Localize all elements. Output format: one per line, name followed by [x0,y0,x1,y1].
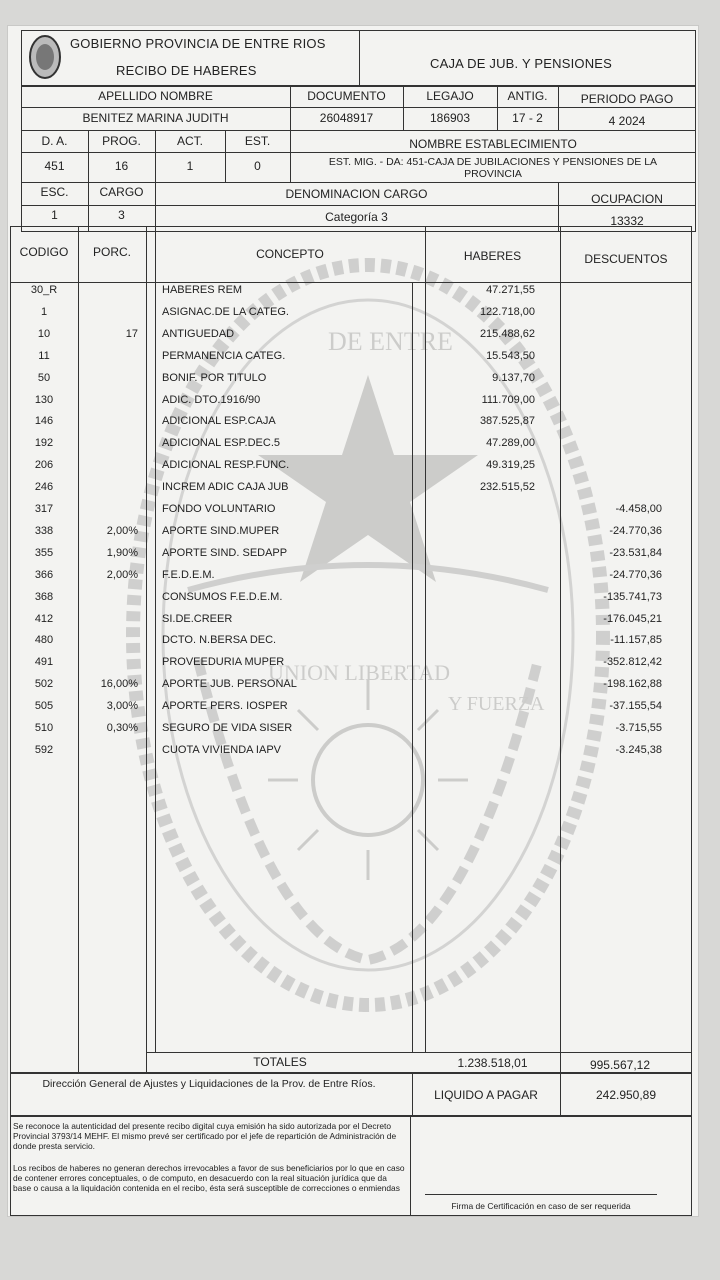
row-codigo: 146 [34,415,54,428]
row-haberes: 111.709,00 [481,393,535,406]
row-concepto: ADICIONAL RESP.FUNC. [162,459,290,472]
row-descuentos: -3.245,38 [615,743,662,756]
label-totales: TOTALES [253,1055,307,1069]
row-codigo: 491 [34,656,54,669]
row-descuentos: -135.741,73 [603,590,662,603]
row-codigo: 355 [34,546,54,559]
authenticity-notice: Se reconoce la autenticidad del presente recibo digital cuya emisión ha sido autorizada por el Decreto Provincial 3793/14 MEHF. El mismo prevé ser certificado por el jefe de repartición de Administración de donde presta servicio. [13,1121,397,1151]
row-descuentos: -24.770,36 [609,568,662,581]
receipt-title: RECIBO DE HABERES [116,63,257,78]
label-antig: ANTIG. [507,89,548,103]
label-denominacion-cargo: DENOMINACION CARGO [285,187,428,201]
employee-name: BENITEZ MARINA JUDITH [82,111,229,125]
row-concepto: SEGURO DE VIDA SISER [162,722,293,734]
row-descuentos: -198.162,88 [603,678,662,691]
row-codigo: 1 [40,305,48,318]
row-porc: 16,00% [100,678,138,691]
label-esc: ESC. [40,185,69,199]
row-codigo: 10 [37,327,51,340]
row-porc: 2,00% [106,524,138,537]
row-codigo: 50 [37,371,51,384]
label-cargo: CARGO [99,185,144,199]
row-codigo: 510 [34,722,54,734]
row-codigo: 30_R [30,284,58,296]
svg-text:Y FUERZA: Y FUERZA [448,693,545,715]
row-codigo: 130 [34,393,54,406]
row-codigo: 11 [38,349,50,362]
label-haberes: HABERES [463,249,522,263]
row-concepto: CONSUMOS F.E.D.E.M. [162,590,283,603]
row-haberes: 387.525,87 [479,415,535,428]
row-descuentos: -3.715,55 [615,722,662,734]
row-concepto: ADICIONAL ESP.DEC.5 [162,437,280,450]
label-apellido-nombre: APELLIDO NOMBRE [98,89,213,103]
row-haberes: 47.271,55 [486,284,535,296]
employee-establecimiento-line1: EST. MIG. - DA: 451-CAJA DE JUBILACIONES Y PENSIONES DE LA [328,156,658,168]
label-documento: DOCUMENTO [307,89,386,103]
row-descuentos: -11.157,85 [610,634,662,647]
label-prog: PROG. [102,134,141,148]
row-concepto: APORTE SIND. SEDAPP [162,546,288,559]
employee-da: 451 [44,159,65,173]
row-concepto: FONDO VOLUNTARIO [162,503,276,515]
coat-of-arms-icon [28,34,62,80]
label-concepto: CONCEPTO [256,247,324,261]
row-codigo: 246 [34,481,54,494]
row-porc: 2,00% [106,568,138,581]
row-concepto: PROVEEDURIA MUPER [162,656,285,669]
row-concepto: APORTE SIND.MUPER [162,524,280,537]
label-liquido-a-pagar: LIQUIDO A PAGAR [434,1088,538,1102]
label-periodo-pago: PERIODO PAGO [580,92,674,106]
row-porc: 0,30% [106,722,138,734]
employee-denominacion: Categoría 3 [325,210,388,224]
label-legajo: LEGAJO [426,89,474,103]
row-codigo: 192 [34,437,54,450]
row-descuentos: -24.770,36 [609,524,662,537]
direccion-text: Dirección General de Ajustes y Liquidaciones de la Prov. de Entre Ríos. [42,1078,376,1090]
row-concepto: INCREM ADIC CAJA JUB [162,481,289,494]
label-ocupacion: OCUPACION [591,192,663,206]
row-codigo: 366 [34,568,54,581]
row-concepto: PERMANENCIA CATEG. [162,349,286,362]
row-descuentos: -352.812,42 [603,656,662,669]
signature-line [425,1194,657,1195]
row-codigo: 502 [34,678,54,691]
liquido-a-pagar-value: 242.950,89 [595,1088,657,1102]
row-descuentos: -23.531,84 [609,546,662,559]
label-nombre-establecimiento: NOMBRE ESTABLECIMIENTO [409,137,577,151]
row-haberes: 47.289,00 [486,437,535,450]
entity-title: CAJA DE JUB. Y PENSIONES [430,56,613,71]
employee-antig: 17 - 2 [512,111,543,125]
row-concepto: APORTE JUB. PERSONAL [162,678,297,691]
row-haberes: 232.515,52 [479,481,535,494]
employee-ocupacion: 13332 [610,214,644,228]
row-concepto: APORTE PERS. IOSPER [162,700,288,713]
government-title: GOBIERNO PROVINCIA DE ENTRE RIOS [70,36,326,51]
employee-legajo: 186903 [429,111,471,125]
row-codigo: 206 [34,459,54,472]
employee-act: 1 [186,159,194,173]
label-porc: PORC. [92,245,131,259]
row-concepto: HABERES REM [162,284,243,296]
svg-text:UNION LIBERTAD: UNION LIBERTAD [268,660,451,685]
row-descuentos: -176.045,21 [603,612,662,625]
row-concepto: ANTIGUEDAD [162,327,235,340]
row-porc: 3,00% [106,700,138,713]
row-porc: 17 [125,327,138,340]
employee-cargo: 3 [118,208,125,222]
row-codigo: 338 [34,524,54,537]
employee-est: 0 [254,159,261,173]
svg-text:DE ENTRE: DE ENTRE [328,327,453,356]
row-haberes: 122.718,00 [479,305,535,318]
label-est: EST. [244,134,271,148]
row-porc: 1,90% [106,546,138,559]
row-codigo: 368 [34,590,54,603]
row-descuentos: -37.155,54 [609,700,662,713]
row-concepto: BONIF. POR TITULO [162,371,267,384]
employee-esc: 1 [51,208,58,222]
row-codigo: 592 [34,743,54,756]
total-haberes: 1.238.518,01 [457,1056,528,1070]
label-codigo: CODIGO [19,245,69,259]
employee-prog: 16 [114,159,129,173]
row-concepto: ADIC. DTO.1916/90 [162,393,261,406]
signature-caption: Firma de Certificación en caso de ser requerida [451,1201,631,1211]
row-concepto: F.E.D.E.M. [162,568,215,581]
row-concepto: CUOTA VIVIENDA IAPV [162,743,281,756]
row-descuentos: -4.458,00 [615,503,662,515]
label-act: ACT. [176,134,203,148]
row-haberes: 49.319,25 [486,459,535,472]
employee-establecimiento-line2: PROVINCIA [464,168,522,180]
label-da: D. A. [41,134,68,148]
row-codigo: 317 [34,503,54,515]
row-haberes: 9.137,70 [492,371,535,384]
total-descuentos: 995.567,12 [589,1058,650,1072]
label-descuentos: DESCUENTOS [584,252,668,266]
row-concepto: SI.DE.CREER [162,612,233,625]
employee-periodo: 4 2024 [608,114,646,128]
row-codigo: 480 [34,634,54,647]
row-haberes: 215.488,62 [479,327,535,340]
employee-documento: 26048917 [319,111,374,125]
row-concepto: ADICIONAL ESP.CAJA [162,415,276,428]
row-concepto: DCTO. N.BERSA DEC. [162,634,277,647]
row-codigo: 505 [34,700,54,713]
row-haberes: 15.543,50 [486,349,535,362]
row-concepto: ASIGNAC.DE LA CATEG. [162,305,289,318]
row-codigo: 412 [34,612,54,625]
rights-notice: Los recibos de haberes no generan derechos irrevocables a favor de sus beneficiarios por lo que en caso de contener errores conceptuales, o de computo, en desacuerdo con la real situación jurídica que da base o causa a la liquidación contenida en el recibo, ésta será susceptible de correcciones o enmiendas [13,1163,405,1193]
